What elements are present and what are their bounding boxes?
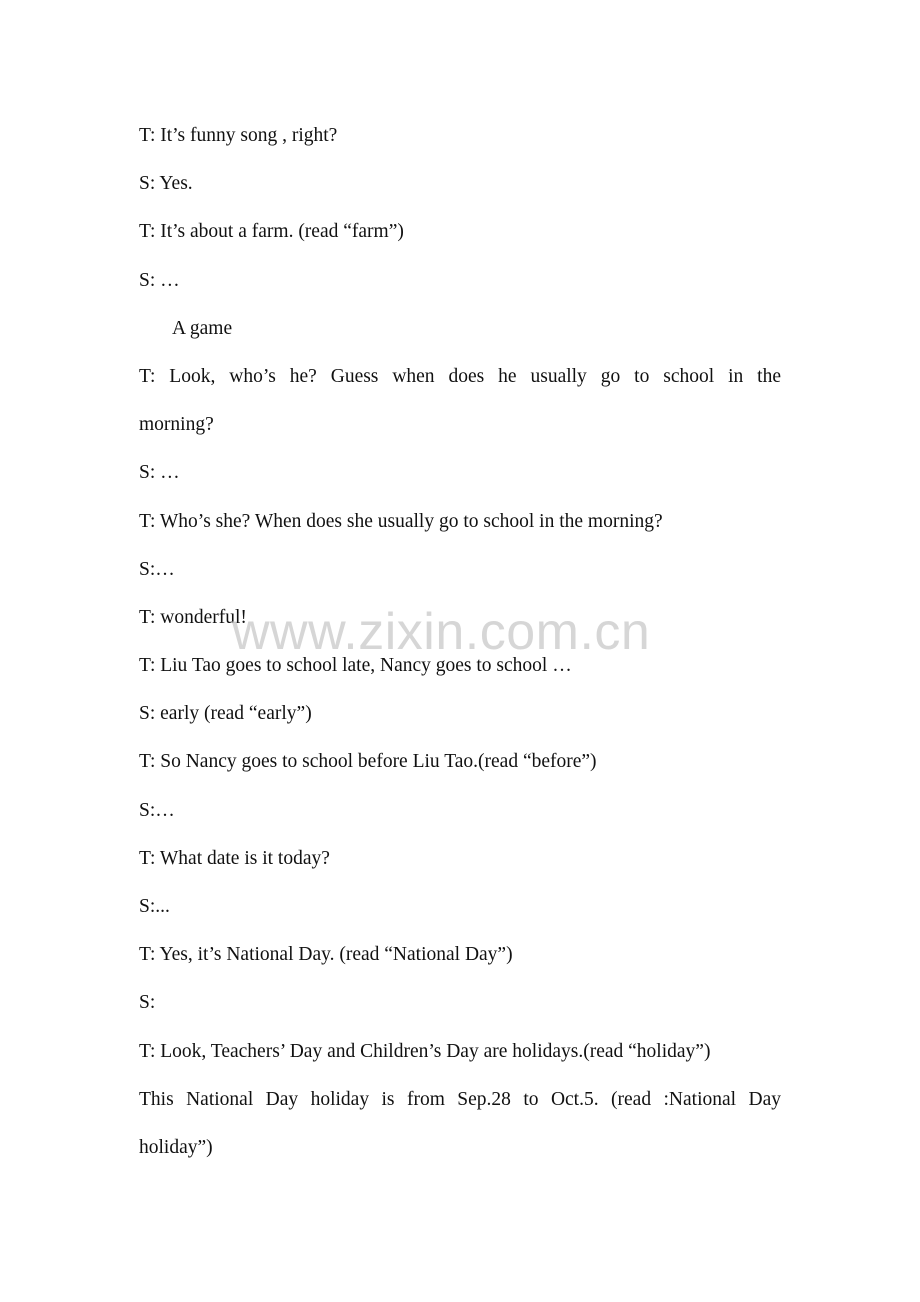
- watermark: www.zixin.com.cn: [232, 603, 651, 661]
- text-line-16: T: What date is it today?: [139, 847, 330, 869]
- text-line-19: S:: [139, 992, 156, 1014]
- text-line-17: S:...: [139, 896, 170, 917]
- document-body: [139, 112, 781, 1172]
- text-line-20: T: Look, Teachers’ Day and Children’s Day are holidays.(read “holiday”): [139, 1040, 711, 1062]
- text-line-11: T: wonderful!: [139, 606, 247, 628]
- text-line-7: morning?: [139, 414, 214, 436]
- text-line-12: T: Liu Tao goes to school late, Nancy goes to school …: [139, 655, 572, 677]
- text-line-1: T: It’s funny song , right?: [139, 125, 338, 146]
- text-line-13: S: early (read “early”): [139, 703, 312, 725]
- text-line-6: T: Look, who’s he? Guess when does he usually go to school in the: [139, 365, 781, 387]
- text-line-4: S: …: [139, 269, 180, 291]
- section-heading-a-game: A game: [172, 317, 233, 339]
- text-line-18: T: Yes, it’s National Day. (read “National Day”): [139, 944, 513, 966]
- text-line-3: T: It’s about a farm. (read “farm”): [139, 221, 404, 243]
- text-line-8: S: …: [139, 462, 180, 484]
- text-line-22: holiday”): [139, 1136, 213, 1158]
- text-line-15: S:…: [139, 799, 175, 821]
- text-line-21: This National Day holiday is from Sep.28 to Oct.5. (read :National Day: [139, 1088, 781, 1110]
- text-line-10: S:…: [139, 558, 175, 580]
- text-line-2: S: Yes.: [139, 173, 193, 195]
- text-line-9: T: Who’s she? When does she usually go to school in the morning?: [139, 510, 663, 532]
- text-line-14: T: So Nancy goes to school before Liu Tao.(read “before”): [139, 751, 597, 773]
